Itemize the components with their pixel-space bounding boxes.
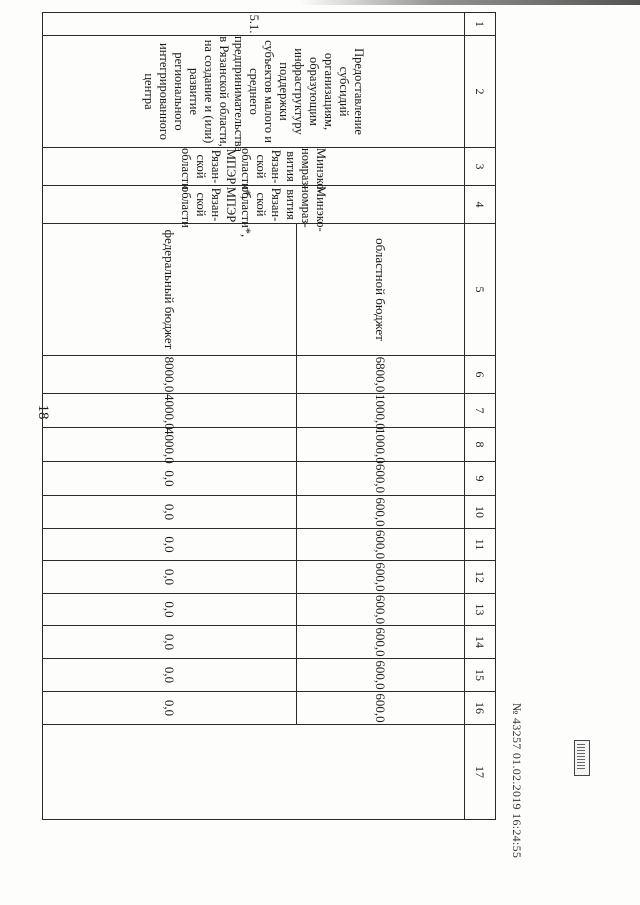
budget-value: 4000,0 <box>43 428 297 462</box>
col-header-1: 1 <box>465 13 496 36</box>
col-header-2: 2 <box>465 36 496 148</box>
budget-value: 600,0 <box>297 529 465 561</box>
col-header-16: 16 <box>465 692 496 725</box>
program-table <box>44 12 496 798</box>
col-header-7: 7 <box>465 394 496 428</box>
col-header-3: 3 <box>465 148 496 186</box>
table-row <box>297 13 465 820</box>
measure-executor: Минэко-номраз-вития Рязан-ской области*, МПЭР Рязан-ской области <box>43 148 465 186</box>
budget-value: 4000,0 <box>43 394 297 428</box>
budget-value: 600,0 <box>297 561 465 594</box>
col-header-4: 4 <box>465 186 496 224</box>
budget-value: 600,0 <box>297 692 465 725</box>
header-row <box>465 13 496 820</box>
measure-description: Предоставление субсидий организациям, образующим инфраструктуру поддержки субъектов малого и среднего предпринимательства в Рязанской области, на создание и (или) развитие регионального интегрированного центра <box>43 36 465 148</box>
budget-value: 600,0 <box>297 462 465 496</box>
row-number: 5.1. <box>43 13 465 36</box>
page-number: 18 <box>35 404 51 420</box>
budget-value: 1000,0 <box>297 394 465 428</box>
col-header-17: 17 <box>465 725 496 820</box>
budget-value: 1000,0 <box>297 428 465 462</box>
measure-participant: Минэко-номраз-вития Рязан-ской области*, МПЭР Рязан-ской области <box>43 186 465 224</box>
registration-stamp <box>504 703 526 873</box>
notes-cell <box>43 725 465 820</box>
col-header-10: 10 <box>465 496 496 529</box>
measures-table <box>42 12 496 820</box>
registration-number: № 43257 01.02.2019 16:24:55 <box>510 703 524 859</box>
budget-value: 600,0 <box>297 594 465 626</box>
budget-value: 8000,0 <box>43 356 297 394</box>
budget-value: 0,0 <box>43 659 297 692</box>
budget-value: 0,0 <box>43 692 297 725</box>
budget-value: 600,0 <box>297 496 465 529</box>
budget-value: 0,0 <box>43 496 297 529</box>
budget-source: федеральный бюджет <box>43 224 297 356</box>
budget-value: 0,0 <box>43 462 297 496</box>
col-header-6: 6 <box>465 356 496 394</box>
col-header-15: 15 <box>465 659 496 692</box>
col-header-5: 5 <box>465 224 496 356</box>
budget-value: 0,0 <box>43 626 297 659</box>
budget-value: 0,0 <box>43 561 297 594</box>
budget-value: 0,0 <box>43 529 297 561</box>
budget-value: 600,0 <box>297 626 465 659</box>
col-header-12: 12 <box>465 561 496 594</box>
barcode-stamp-icon <box>574 740 590 776</box>
col-header-14: 14 <box>465 626 496 659</box>
budget-source: областной бюджет <box>297 224 465 356</box>
col-header-8: 8 <box>465 428 496 462</box>
budget-value: 600,0 <box>297 659 465 692</box>
col-header-11: 11 <box>465 529 496 561</box>
budget-value: 6800,0 <box>297 356 465 394</box>
col-header-13: 13 <box>465 594 496 626</box>
scan-artifact <box>300 0 640 5</box>
budget-value: 0,0 <box>43 594 297 626</box>
col-header-9: 9 <box>465 462 496 496</box>
